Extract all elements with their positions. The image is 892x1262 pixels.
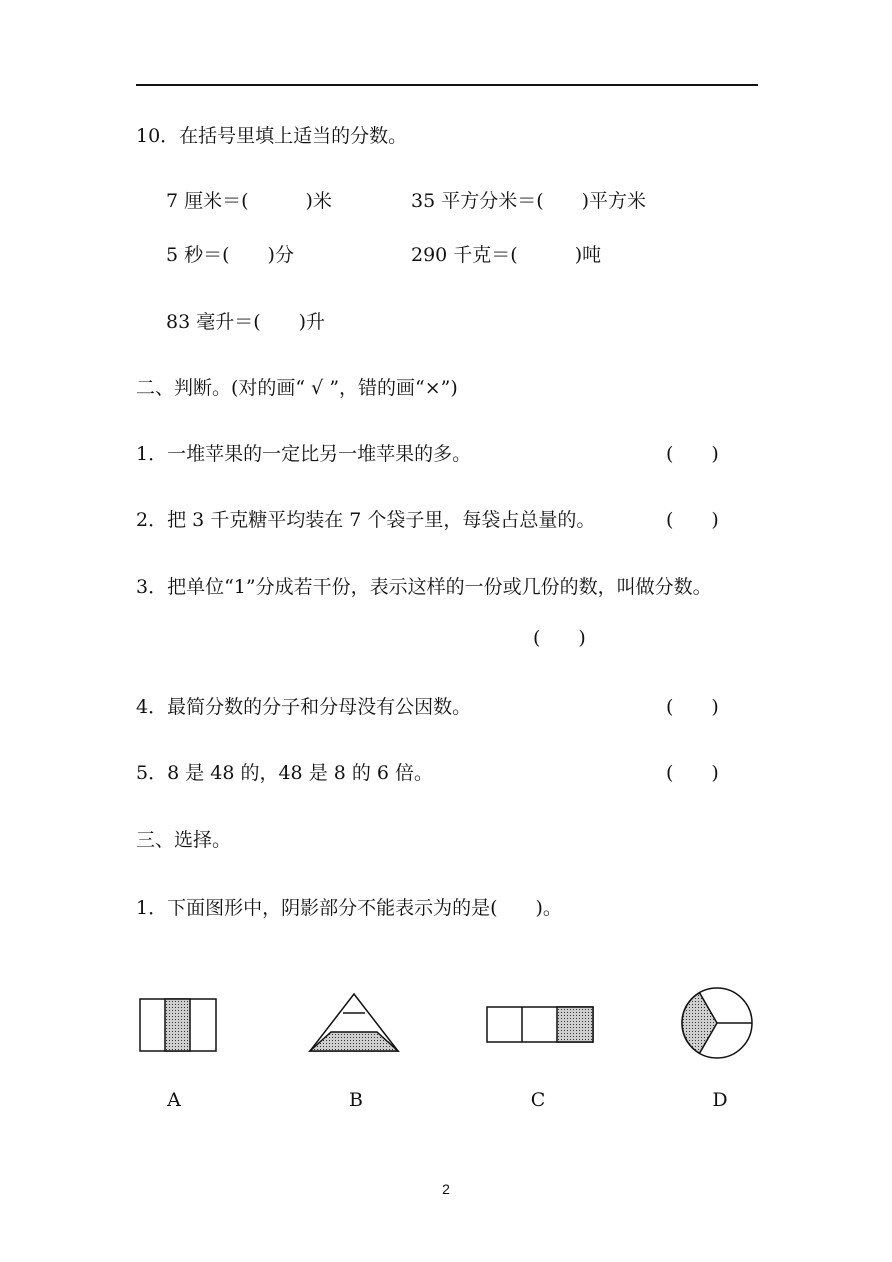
choice-heading: 三、选择。 (136, 829, 232, 851)
header-rule (136, 84, 758, 86)
judge-item-1: 1．一堆苹果的一定比另一堆苹果的多。 (136, 443, 472, 465)
judge-item-5: 5．8 是 48 的，48 是 8 的 6 倍。 (136, 762, 434, 784)
fill-item-cm: 7 厘米＝( )米 (166, 190, 332, 212)
option-b-label[interactable]: B (349, 1089, 363, 1111)
judge-answer-5[interactable]: ( ) (666, 762, 719, 784)
judge-item-2: 2．把 3 千克糖平均装在 7 个袋子里，每袋占总量的。 (136, 509, 596, 531)
judge-item-4: 4．最简分数的分子和分母没有公因数。 (136, 696, 472, 718)
choice-q1: 1．下面图形中，阴影部分不能表示为的是( )。 (136, 897, 562, 919)
section-10-title: 10．在括号里填上适当的分数。 (136, 125, 408, 147)
fill-item-ml: 83 毫升＝( )升 (166, 311, 326, 333)
judge-answer-3[interactable]: ( ) (533, 627, 586, 649)
judge-item-3: 3．把单位“1”分成若干份，表示这样的一份或几份的数，叫做分数。 (136, 576, 712, 598)
judge-answer-2[interactable]: ( ) (666, 509, 719, 531)
figure-d (680, 986, 756, 1062)
figure-a (139, 998, 219, 1054)
option-c-label[interactable]: C (530, 1089, 546, 1111)
judge-answer-4[interactable]: ( ) (666, 696, 719, 718)
fill-item-sec: 5 秒＝( )分 (166, 244, 294, 266)
figure-c (486, 1006, 596, 1046)
fill-item-dm2: 35 平方分米＝( )平方米 (411, 190, 647, 212)
judge-heading: 二、判断。(对的画“ √ ”，错的画“×”) (136, 377, 458, 399)
option-a-label[interactable]: A (167, 1089, 181, 1111)
fill-item-kg: 290 千克＝( )吨 (411, 244, 602, 266)
page-number: 2 (442, 1181, 450, 1197)
judge-answer-1[interactable]: ( ) (666, 443, 719, 465)
figure-b (308, 992, 400, 1054)
option-d-label[interactable]: D (712, 1089, 728, 1111)
